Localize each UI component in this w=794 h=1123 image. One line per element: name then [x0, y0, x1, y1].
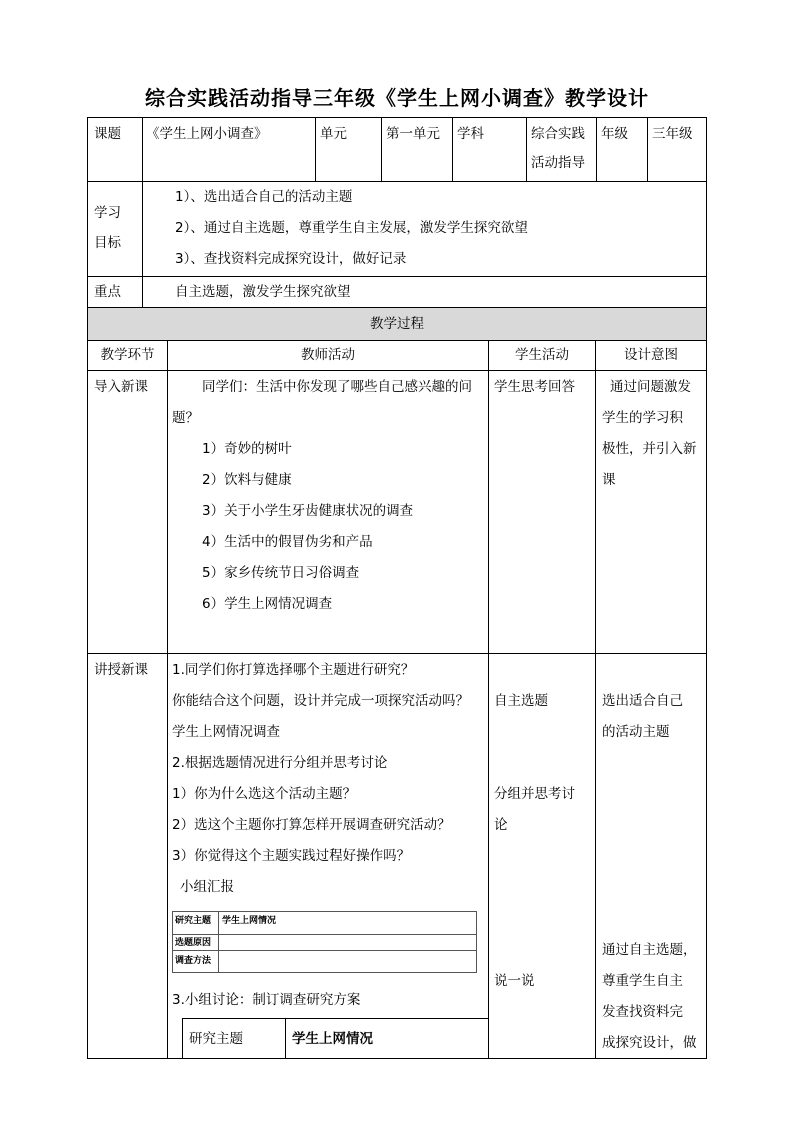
column-header-intent: 设计意图 [624, 347, 678, 363]
topic-label: 课题 [94, 126, 121, 142]
goals-label-line1: 学习 [94, 205, 121, 221]
intro-question-line1: 同学们：生活中你发现了哪些自己感兴趣的问 [202, 379, 472, 395]
intro-option: 1）奇妙的树叶 [202, 441, 292, 457]
col-line [167, 340, 168, 1058]
lecture-line: 1.同学们你打算选择哪个主题进行研究？ [172, 662, 415, 678]
lecture-line: 2.根据选题情况进行分组并思考讨论 [172, 755, 388, 771]
topic-value: 《学生上网小调查》 [146, 126, 268, 142]
column-header-teacher: 教师活动 [301, 347, 355, 363]
intro-student-activity: 学生思考回答 [494, 379, 575, 395]
lecture-line: 你能结合这个问题，设计并完成一项探究活动吗？ [172, 693, 469, 709]
focus-label: 重点 [94, 284, 121, 300]
intro-option: 2）饮料与健康 [202, 472, 292, 488]
grade-label: 年级 [601, 126, 628, 142]
lecture-line: 3）你觉得这个主题实践过程好操作吗？ [172, 848, 411, 864]
intro-option: 4）生活中的假冒伪劣和产品 [202, 534, 373, 550]
table-border-left [87, 117, 88, 1059]
intro-intent-line: 通过问题激发 [610, 379, 691, 395]
intro-option: 3）关于小学生牙齿健康状况的调查 [202, 503, 414, 519]
plan-table-label: 研究主题 [189, 1031, 243, 1047]
lecture-student-activity: 自主选题 [494, 693, 548, 709]
col-line [488, 340, 489, 1058]
lecture-line: 小组汇报 [180, 879, 234, 895]
goal-item: 2）、通过自主选题，尊重学生自主发展，激发学生探究欲望 [175, 220, 528, 236]
col-line [315, 117, 316, 181]
col-line [381, 117, 382, 181]
col-line [142, 117, 143, 181]
lecture-line: 学生上网情况调查 [172, 724, 280, 740]
row-line [87, 653, 707, 654]
lecture-student-activity: 说一说 [494, 973, 535, 989]
mini-table-label: 选题原因 [175, 938, 212, 948]
goal-item: 1）、选出适合自己的活动主题 [175, 189, 353, 205]
intro-intent-line: 课 [602, 472, 616, 488]
lecture-student-activity: 论 [494, 817, 508, 833]
lecture-intent-line: 通过自主选题， [602, 942, 697, 958]
mini-table-border [218, 911, 219, 973]
goal-item: 3）、查找资料完成探究设计，做好记录 [175, 251, 407, 267]
mini-table-border [172, 911, 173, 973]
mini-table-value: 学生上网情况 [222, 916, 277, 926]
plan-table-value: 学生上网情况 [292, 1031, 373, 1047]
plan-table-border [182, 1018, 183, 1058]
subject-value-line2: 活动指导 [531, 155, 585, 171]
lecture-student-activity: 分组并思考讨 [494, 786, 575, 802]
mini-table-label: 研究主题 [175, 916, 212, 926]
lecture-line: 2）选这个主题你打算怎样开展调查研究活动？ [172, 817, 451, 833]
lecture-intent-line: 选出适合自己 [602, 693, 683, 709]
col-line [596, 117, 597, 181]
intro-intent-line: 学生的学习积 [602, 410, 683, 426]
document-title: 综合实践活动指导三年级《学生上网小调查》教学设计 [145, 86, 649, 110]
col-line [595, 340, 596, 1058]
table-border-right [706, 117, 707, 1059]
plan-table-border [182, 1018, 488, 1019]
subject-label: 学科 [457, 126, 484, 142]
col-line [526, 117, 527, 181]
mini-table-label: 调查方法 [175, 956, 212, 966]
intro-option: 6）学生上网情况调查 [202, 596, 333, 612]
col-line [647, 117, 648, 181]
intro-stage: 导入新课 [94, 379, 148, 395]
process-banner: 教学过程 [370, 316, 424, 332]
grade-value: 三年级 [652, 126, 693, 142]
intro-option: 5）家乡传统节日习俗调查 [202, 565, 360, 581]
lecture-discuss: 3.小组讨论：制订调查研究方案 [172, 992, 361, 1008]
intro-intent-line: 极性，并引入新 [602, 441, 697, 457]
lecture-intent-line: 的活动主题 [602, 724, 670, 740]
subject-value-line1: 综合实践 [531, 126, 585, 142]
lecture-intent-line: 发查找资料完 [602, 1004, 683, 1020]
table-border-top [87, 117, 707, 118]
mini-table-border [476, 911, 477, 973]
unit-value: 第一单元 [386, 126, 440, 142]
intro-question-line2: 题？ [172, 410, 199, 426]
goals-label-line2: 目标 [94, 235, 121, 251]
lecture-stage: 讲授新课 [94, 662, 148, 678]
col-line [452, 117, 453, 181]
plan-table-border [285, 1018, 286, 1058]
lecture-intent-line: 尊重学生自主 [602, 973, 683, 989]
lecture-line: 1）你为什么选这个活动主题？ [172, 786, 357, 802]
unit-label: 单元 [320, 126, 347, 142]
lecture-intent-line: 成探究设计，做 [602, 1035, 697, 1051]
focus-value: 自主选题，激发学生探究欲望 [175, 284, 351, 300]
col-line [142, 181, 143, 307]
column-header-student: 学生活动 [515, 347, 569, 363]
column-header-stage: 教学环节 [100, 347, 155, 363]
